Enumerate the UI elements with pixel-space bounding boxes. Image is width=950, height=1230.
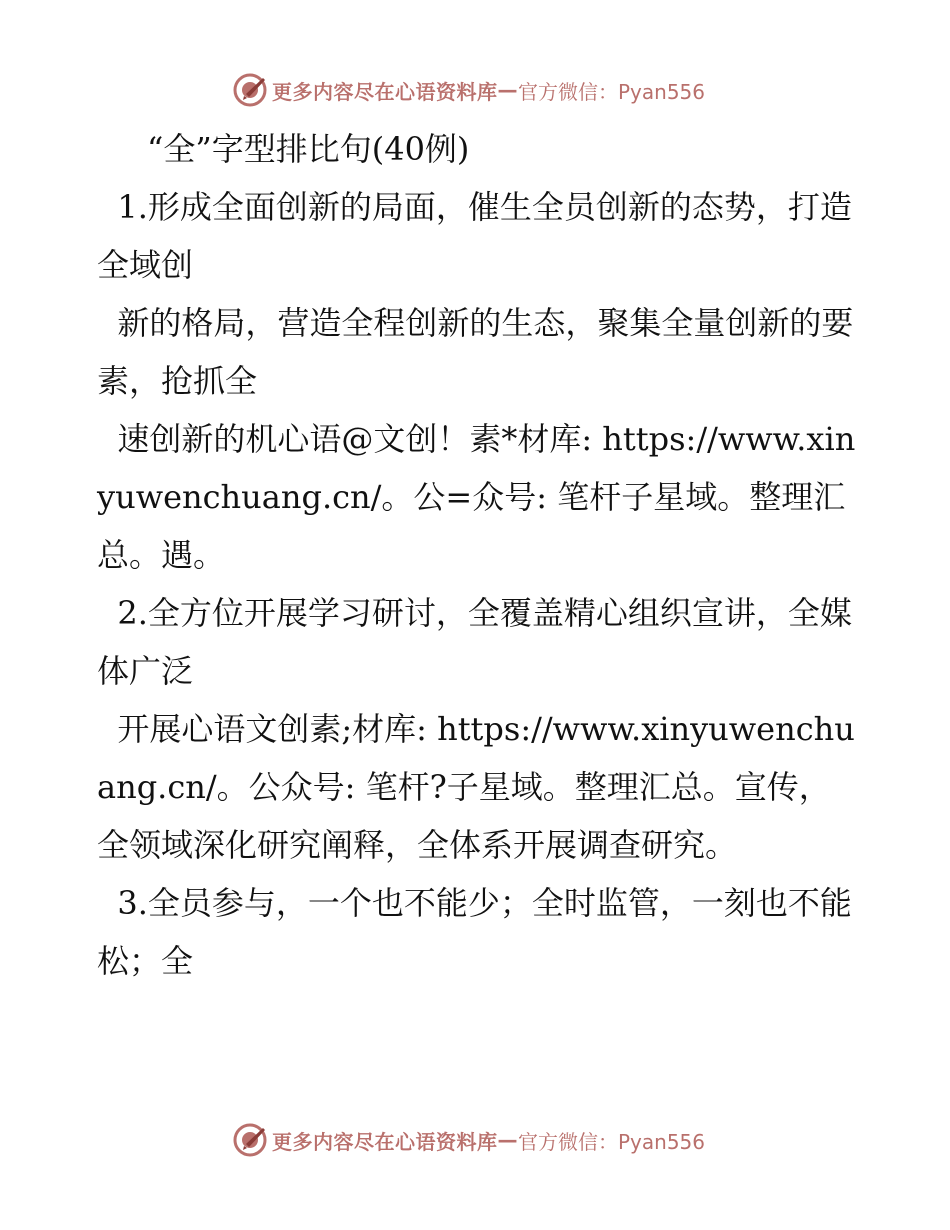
paragraph: 开展心语文创素;材库: https://www.xinyuwenchuang.cn/。公众号: 笔杆?子星域。整理汇总。宣传，全领域深化研究阐释，全体系开展调查研究。 bbox=[97, 710, 855, 864]
header-banner bbox=[232, 70, 705, 110]
paragraph: 新的格局，营造全程创新的生态，聚集全量创新的要素，抢抓全 bbox=[97, 304, 854, 400]
document-title: “全”字型排比句(40例) bbox=[147, 130, 470, 168]
paragraph: 2.全方位开展学习研讨，全覆盖精心组织宣讲，全媒体广泛 bbox=[97, 594, 852, 690]
banner-separator: — bbox=[497, 78, 518, 102]
banner-text: 更多内容尽在心语资料库 bbox=[272, 1129, 498, 1154]
banner-wechat: 官方微信：Pyan556 bbox=[518, 1129, 706, 1154]
banner-wechat: 官方微信：Pyan556 bbox=[518, 79, 706, 104]
pen-logo-icon bbox=[232, 1122, 268, 1158]
pen-logo-icon bbox=[232, 72, 268, 108]
document-body bbox=[97, 120, 857, 990]
paragraph: 速创新的机心语@文创！素*材库: https://www.xinyuwenchuang.cn/。公=众号: 笔杆子星域。整理汇总。遇。 bbox=[97, 420, 856, 574]
banner-text: 更多内容尽在心语资料库 bbox=[272, 79, 498, 104]
paragraph: 1.形成全面创新的局面，催生全员创新的态势，打造全域创 bbox=[97, 188, 852, 284]
paragraph: 3.全员参与，一个也不能少；全时监管，一刻也不能松；全 bbox=[97, 884, 852, 980]
footer-banner bbox=[232, 1120, 705, 1160]
banner-separator: — bbox=[497, 1128, 518, 1152]
